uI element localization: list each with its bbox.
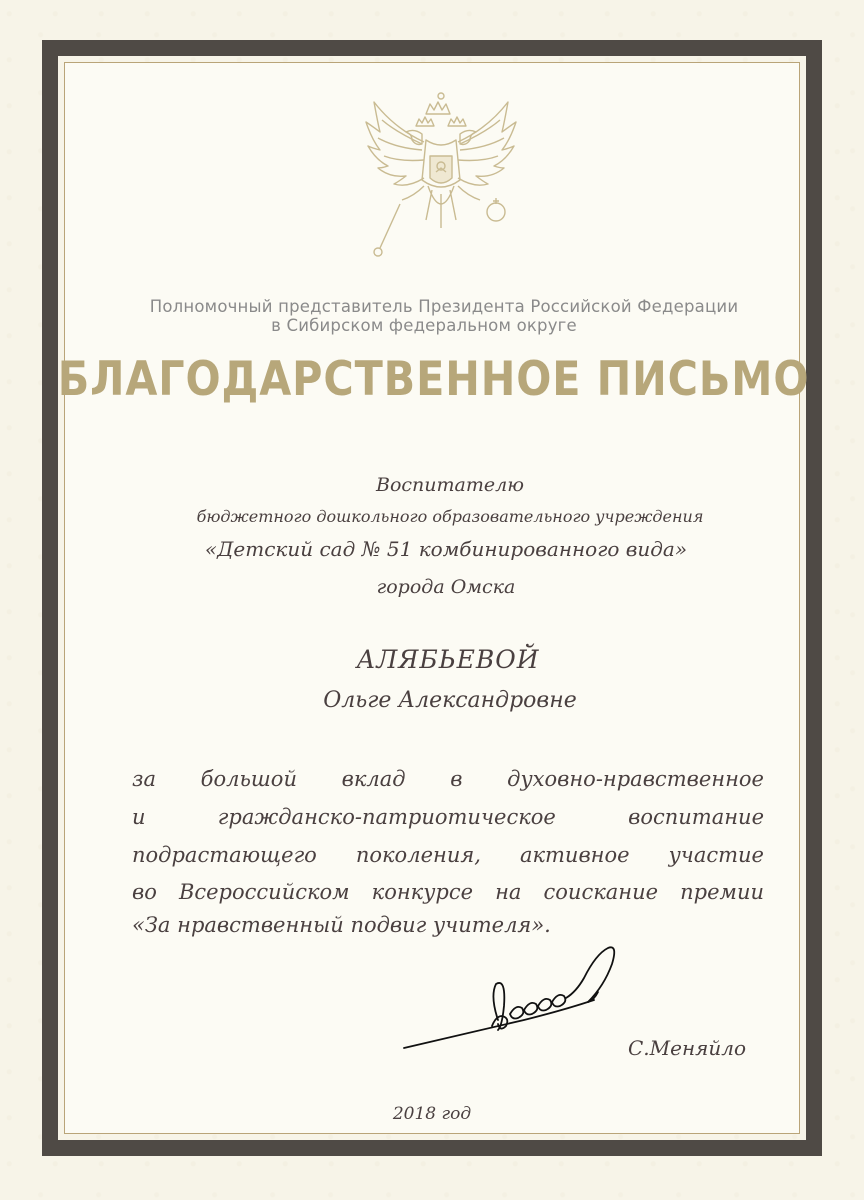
- document-year: 2018 год: [392, 1104, 472, 1124]
- body-line: «За нравственный подвиг учителя».: [132, 913, 551, 937]
- recipient-city: города Омска: [376, 576, 516, 598]
- coat-of-arms-icon: [356, 86, 526, 266]
- body-line: и гражданско-патриотическое воспитание: [132, 805, 764, 829]
- document-title: БЛАГОДАРСТВЕННОЕ ПИСЬМО: [57, 352, 810, 407]
- body-line: за большой вклад в духовно-нравственное: [132, 767, 764, 791]
- recipient-surname: АЛЯБЬЕВОЙ: [356, 645, 540, 674]
- issuer-region: в Сибирском федеральном округе: [271, 316, 577, 335]
- body-line: подрастающего поколения, активное участие: [132, 843, 764, 867]
- signer-name: С.Меняйло: [628, 1036, 747, 1060]
- organization-type: бюджетного дошкольного образовательного учреждения: [196, 507, 704, 526]
- recipient-role: Воспитателю: [376, 474, 524, 496]
- signature-icon: [398, 942, 628, 1057]
- organization-name: «Детский сад № 51 комбинированного вида»: [204, 537, 688, 561]
- recipient-given-names: Ольге Александровне: [323, 688, 577, 713]
- issuer-title: Полномочный представитель Президента Российской Федерации: [149, 297, 739, 316]
- body-line: во Всероссийском конкурсе на соискание премии: [132, 880, 764, 904]
